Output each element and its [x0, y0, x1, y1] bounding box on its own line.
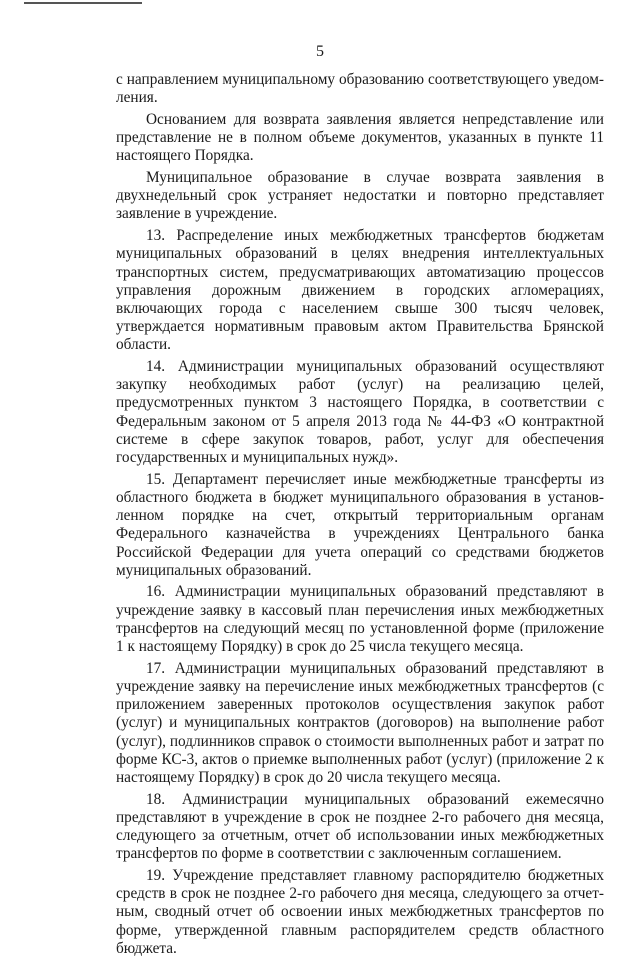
paragraph-item-13: 13. Распределение иных межбюджетных трансфертов бюджетам муниципальных образований в целях внедрения интеллектуальных транспортных систем, предусматривающих автоматизацию процессов управления дорожным движением в городских агломерациях, включающих города с населением свыше 300 тысяч человек, утверждается нормативным правовым актом Правительства Брянской области. [116, 227, 604, 354]
paragraph-item-17: 17. Администрации муниципальных образований представляют в учреждение заявку на перечисление иных межбюджетных трансфертов (с приложением заверенных протоколов осуществления закупок работ (услуг) и муниципальных контрактов (договоров) на выполнение работ (услуг), подлинников справок о стоимости выполненных работ и затрат по форме КС-3, актов о приемке выполненных работ (услуг) (приложение 2 к настоящему Порядку) в срок до 20 числа текущего месяца. [116, 659, 604, 787]
top-edge-line [24, 2, 142, 4]
page-number: 5 [316, 43, 324, 60]
paragraph-item-18: 18. Администрации муниципальных образований ежемесячно представляют в учреждение в срок не позднее 2-го рабочего дня месяца, следующего за отчетным, отчет об использовании иных межбюджетных трансфертов по форме в соответствии с заключенным соглашением. [116, 790, 604, 863]
document-body [116, 71, 604, 962]
paragraph-item-14: 14. Администрации муниципальных образований осуществляют закупку необходимых работ (услуг) на реализацию целей, предусмотренных пунктом 3 настоящего Порядка, в соответствии с Федеральным законом от 5 апреля 2013 года № 44-ФЗ «О контрактной системе в сфере закупок товаров, работ, услуг для обеспечения государственных и муниципальных нужд». [116, 358, 604, 467]
paragraph-return-basis: Основанием для возврата заявления является непредставление или представление не в полном объеме документов, указанных в пункте 11 настоящего Порядка. [116, 110, 604, 165]
paragraph-item-16: 16. Администрации муниципальных образований представляют в учреждение заявку в кассовый план перечисления иных межбюджетных трансфертов на следующий месяц по установленной форме (приложение 1 к настоящему Порядку) в срок до 25 числа текущего месяца. [116, 583, 604, 656]
paragraph-resubmission: Муниципальное образование в случае возврата заявления в двухнедельный срок устраняет недостатки и повторно представляет заявление в учреждение. [116, 169, 604, 223]
paragraph-continuation: с направлением муниципальному образованию соответствующего уведомления. [116, 71, 604, 107]
paragraph-item-15: 15. Департамент перечисляет иные межбюджетные трансферты из областного бюджета в бюджет муниципального образования в установленном порядке на счет, открытый территориальным органам Федерального казначейства в учреждениях Центрального банка Российской Федерации для учета операций со средствами бюджетов муниципальных образований. [116, 470, 604, 579]
paragraph-item-19: 19. Учреждение представляет главному распорядителю бюджетных средств в срок не позднее 2-го рабочего дня месяца, следующего за отчетным, сводный отчет об освоении иных межбюджетных трансфертов по форме, утвержденной главным распорядителем средств областного бюджета. [116, 867, 604, 957]
